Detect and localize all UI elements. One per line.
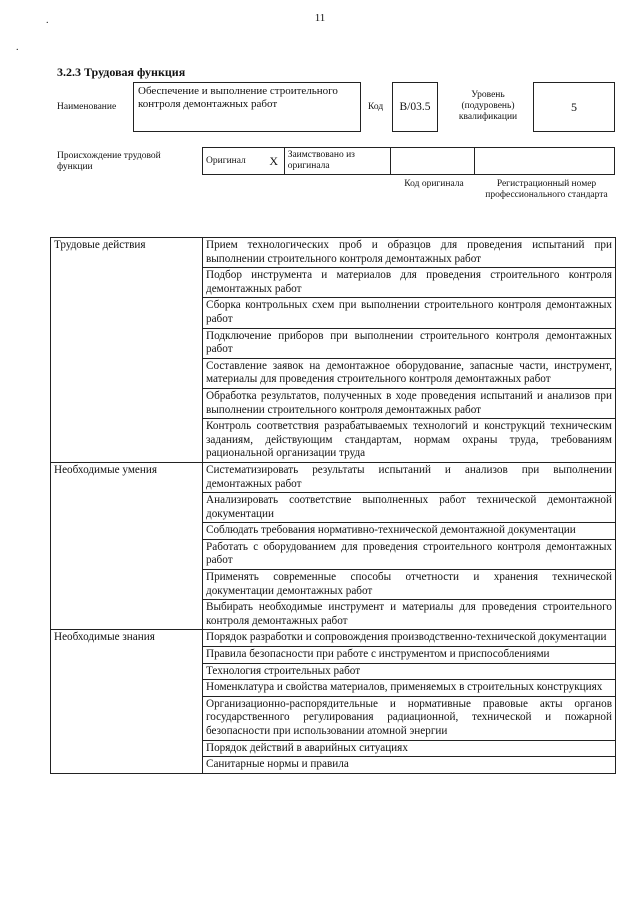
original-mark: X [264,148,284,175]
name-label: Наименование [57,102,117,112]
origin-label: Происхождение трудовой функции [57,151,161,172]
category-cell: Необходимые знания [51,630,203,773]
category-cell: Необходимые умения [51,462,203,630]
item-cell: Правила безопасности при работе с инструментом и приспособлениями [203,647,616,664]
item-cell: Подключение приборов при выполнении строительного контроля демонтажных работ [203,328,616,358]
item-cell: Обработка результатов, полученных в ходе проведения испытаний и анализов при выполнении строительного контроля демонтажных работ [203,388,616,418]
item-cell: Выбирать необходимые инструмент и материалы для проведения строительного контроля демонтажных работ [203,600,616,630]
scan-speck: . [16,42,19,53]
original-label: Оригинал [203,148,264,175]
item-cell: Контроль соответствия разрабатываемых технологий и конструкций техническим заданиям, действующим стандартам, нормам охраны труда, требованиям рациональной организации труда [203,419,616,463]
borrowed-label: Заимствовано из оригинала [284,148,390,175]
item-cell: Номенклатура и свойства материалов, применяемых в строительных конструкциях [203,680,616,697]
item-cell: Сборка контрольных схем при выполнении строительного контроля демонтажных работ [203,298,616,328]
item-cell: Прием технологических проб и образцов для проведения испытаний при выполнении строительного контроля демонтажных работ [203,238,616,268]
category-cell: Трудовые действия [51,238,203,463]
table-row [51,238,616,268]
code-original-cell [391,148,475,175]
item-cell: Применять современные способы отчетности и хранения технической документации демонтажных работ [203,570,616,600]
code-value: В/03.5 [392,82,438,132]
reg-number-caption: Регистрационный номер профессионального стандарта [485,179,608,200]
page-number: 11 [314,12,326,24]
item-cell: Порядок разработки и сопровождения производственно-технической документации [203,630,616,647]
name-value: Обеспечение и выполнение строительного контроля демонтажных работ [133,82,361,132]
item-cell: Анализировать соответствие выполненных работ технической демонтажной документации [203,493,616,523]
table-row [51,630,616,647]
item-cell: Составление заявок на демонтажное оборудование, запасные части, инструмент, материалы для проведения строительного контроля демонтажных работ [203,358,616,388]
reg-number-cell [474,148,614,175]
level-label: Уровень (подуровень) квалификации [458,90,518,122]
origin-table [202,147,615,175]
code-label: Код [368,102,384,112]
section-title: 3.2.3 Трудовая функция [57,65,186,79]
item-cell: Санитарные нормы и правила [203,757,616,774]
item-cell: Работать с оборудованием для проведения строительного контроля демонтажных работ [203,539,616,569]
item-cell: Соблюдать требования нормативно-технической демонтажной документации [203,523,616,540]
code-original-caption: Код оригинала [404,179,464,189]
scan-speck: . [46,15,49,26]
item-cell: Систематизировать результаты испытаний и анализов при выполнении демонтажных работ [203,462,616,492]
table-row [51,462,616,492]
item-cell: Подбор инструмента и материалов для проведения строительного контроля демонтажных работ [203,268,616,298]
item-cell: Организационно-распорядительные и нормативные правовые акты органов государственного регулирования радиационной, технической и пожарной безопасности при использовании атомной энергии [203,696,616,740]
functions-table [50,237,616,774]
level-value: 5 [533,82,615,132]
item-cell: Порядок действий в аварийных ситуациях [203,740,616,757]
item-cell: Технология строительных работ [203,663,616,680]
